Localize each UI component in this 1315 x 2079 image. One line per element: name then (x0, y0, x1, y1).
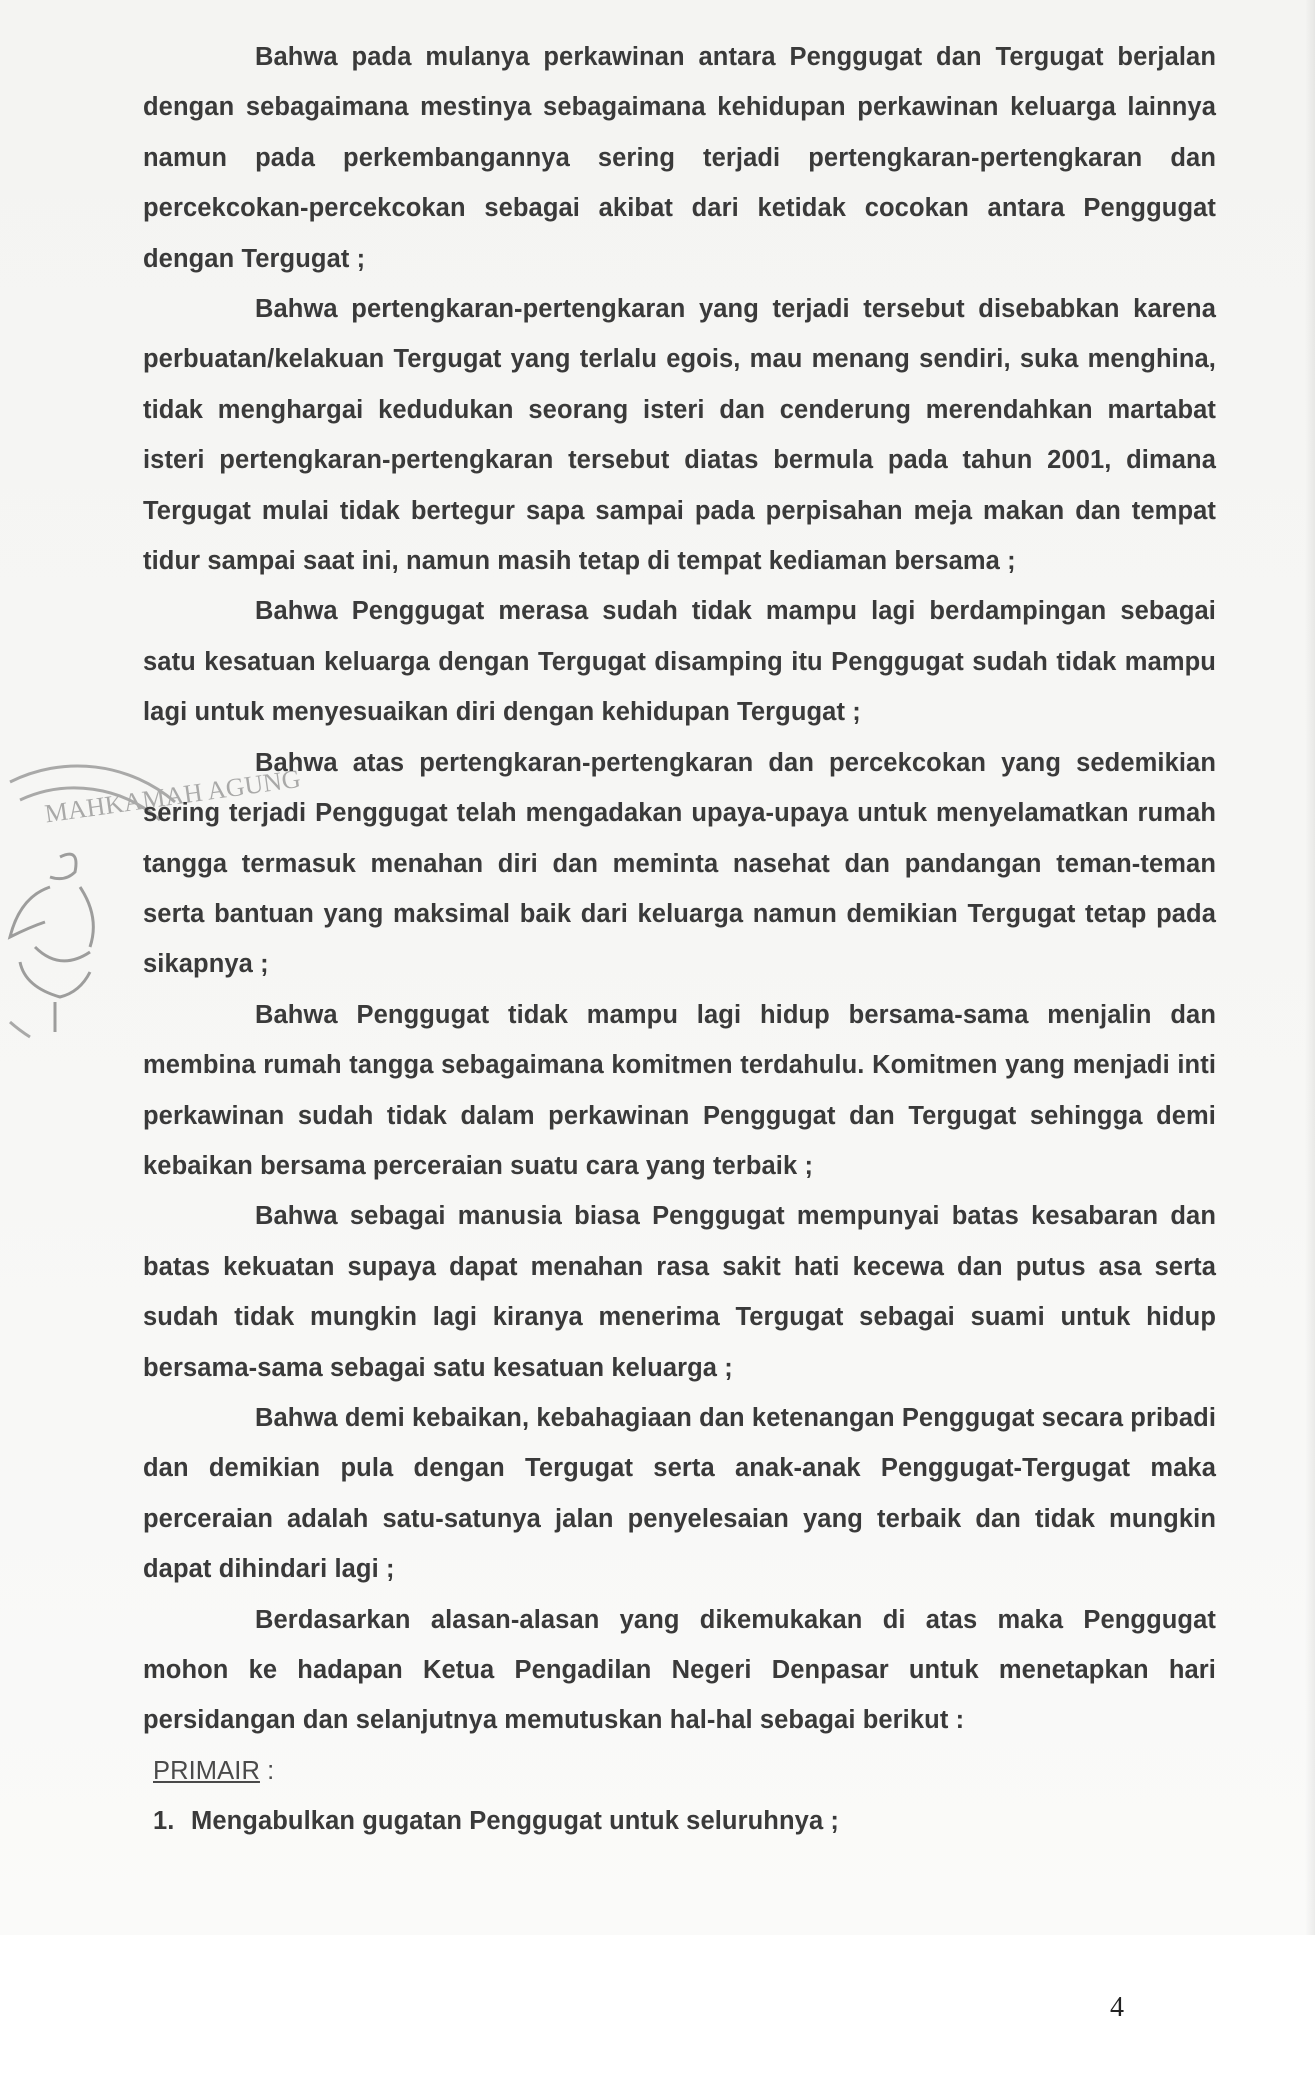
scan-edge-shadow (1305, 0, 1315, 1935)
section-heading (143, 1746, 1216, 1796)
page-number: 4 (1110, 1992, 1124, 2023)
list-item-text: Mengabulkan gugatan Penggugat untuk seluruhnya ; (191, 1807, 840, 1836)
garuda-emblem-icon (10, 854, 93, 1032)
paragraph: Bahwa pada mulanya perkawinan antara Penggugat dan Tergugat berjalan dengan sebagaimana mestinya sebagaimana kehidupan perkawinan keluarga lainnya namun pada perkembangannya sering terjadi pertengkaran-pertengkaran dan percekcokan-percekcokan sebagai akibat dari ketidak cocokan antara Penggugat dengan Tergugat ; (143, 43, 1216, 273)
seal-lettering: MAHKAMAH AGUNG (42, 763, 303, 829)
paragraph: Bahwa pertengkaran-pertengkaran yang terjadi tersebut disebabkan karena perbuatan/kelakuan Tergugat yang terlalu egois, mau menang sendiri, suka menghina, tidak menghargai kedudukan seorang isteri dan cenderung merendahkan martabat isteri pertengkaran-pertengkaran tersebut diatas bermula pada tahun 2001, dimana Tergugat mulai tidak bertegur sapa sampai pada perpisahan meja makan dan tempat tidur sampai saat ini, namun masih tetap di tempat kediaman bersama ; (143, 295, 1216, 576)
list-item-number: 1. (153, 1807, 175, 1836)
paragraph: Bahwa Penggugat tidak mampu lagi hidup bersama-sama menjalin dan membina rumah tangga sebagaimana komitmen terdahulu. Komitmen yang menjadi inti perkawinan sudah tidak dalam perkawinan Penggugat dan Tergugat sehingga demi kebaikan bersama perceraian suatu cara yang terbaik ; (143, 1000, 1216, 1180)
section-heading-suffix: : (259, 1756, 275, 1785)
section-heading-label: PRIMAIR (153, 1756, 260, 1785)
list-item (143, 1796, 1216, 1846)
paragraph: Bahwa Penggugat merasa sudah tidak mampu lagi berdampingan sebagai satu kesatuan keluarga dengan Tergugat disamping itu Penggugat sudah tidak mampu lagi untuk menyesuaikan diri dengan kehidupan Tergugat ; (143, 597, 1216, 727)
document-body (143, 32, 1216, 1847)
paragraph: Bahwa demi kebaikan, kebahagiaan dan ketenangan Penggugat secara pribadi dan demikian pula dengan Tergugat serta anak-anak Penggugat-Tergugat maka perceraian adalah satu-satunya jalan penyelesaian yang terbaik dan tidak mungkin dapat dihindari lagi ; (143, 1403, 1216, 1584)
paragraph: Bahwa sebagai manusia biasa Penggugat mempunyai batas kesabaran dan batas kekuatan supaya dapat menahan rasa sakit hati kecewa dan putus asa serta sudah tidak mungkin lagi kiranya menerima Tergugat sebagai suami untuk hidup bersama-sama sebagai satu kesatuan keluarga ; (143, 1202, 1216, 1382)
paragraph: Berdasarkan alasan-alasan yang dikemukakan di atas maka Penggugat mohon ke hadapan Ketua Pengadilan Negeri Denpasar untuk menetapkan hari persidangan dan selanjutnya memutuskan hal-hal sebagai berikut : (143, 1605, 1216, 1735)
paragraph: Bahwa atas pertengkaran-pertengkaran dan percekcokan yang sedemikian sering terjadi Penggugat telah mengadakan upaya-upaya untuk menyelamatkan rumah tangga termasuk menahan diri dan meminta nasehat dan pandangan teman-teman serta bantuan yang maksimal baik dari keluarga namun demikian Tergugat tetap pada sikapnya ; (143, 748, 1216, 979)
